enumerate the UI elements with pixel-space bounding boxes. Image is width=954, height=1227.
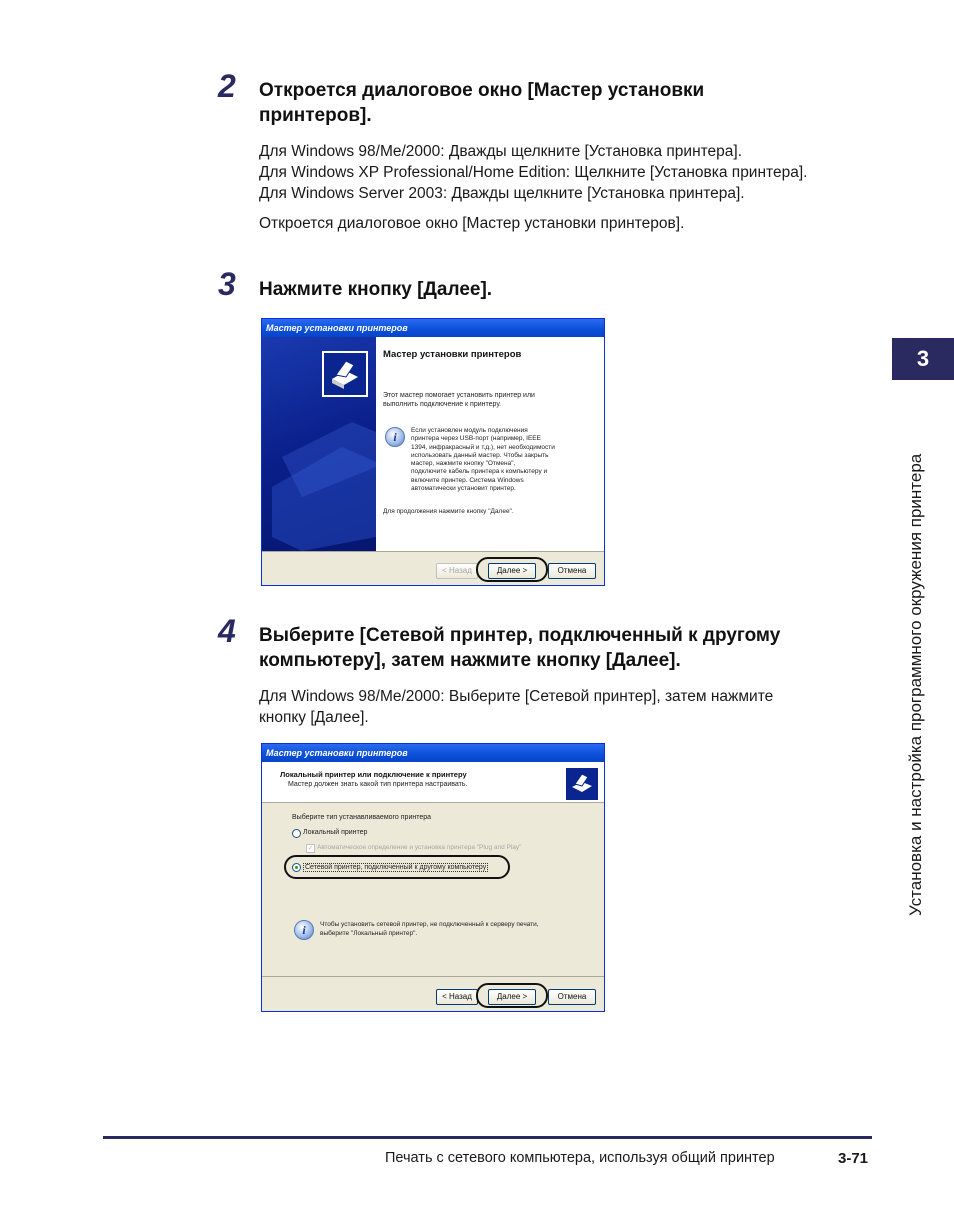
wizard-heading: Мастер установки принтеров bbox=[383, 349, 522, 360]
footer-section-title: Печать с сетевого компьютера, используя общий принтер bbox=[385, 1150, 775, 1166]
instruction-line: Для Windows 98/Me/2000: Дважды щелкните [Установка принтера]. bbox=[259, 143, 743, 160]
printer-type-prompt: Выберите тип устанавливаемого принтера bbox=[292, 814, 432, 821]
chapter-side-title: Установка и настройка программного окружения принтера bbox=[906, 453, 925, 916]
info-line: Если установлен модуль подключения bbox=[411, 427, 528, 434]
step-number-3: 3 bbox=[218, 266, 236, 302]
autodetect-label: Автоматическое определение и установка принтера "Plug and Play" bbox=[317, 844, 522, 851]
info-line: Чтобы установить сетевой принтер, не подключенный к серверу печати, bbox=[320, 921, 539, 928]
step-4-title-line-1: Выберите [Сетевой принтер, подключенный к другому bbox=[259, 625, 781, 646]
printer-icon bbox=[322, 351, 368, 397]
highlight-ring-next bbox=[476, 983, 548, 1008]
next-button[interactable]: Далее > bbox=[488, 989, 536, 1005]
back-button[interactable]: < Назад bbox=[436, 989, 478, 1005]
wizard-header bbox=[262, 762, 604, 802]
step-4-title bbox=[259, 623, 859, 673]
wizard-side-banner bbox=[262, 337, 376, 551]
step-2-instructions bbox=[259, 141, 899, 204]
wizard-content-panel bbox=[376, 337, 604, 551]
wizard-header-title: Локальный принтер или подключение к принтеру bbox=[280, 770, 467, 779]
printer-icon bbox=[566, 768, 598, 800]
step-number-2: 2 bbox=[218, 68, 236, 104]
instruction-line: Для Windows XP Professional/Home Edition: Щелкните [Установка принтера]. bbox=[259, 164, 808, 181]
info-line: мастер, нажмите кнопку "Отмена", bbox=[411, 460, 516, 468]
step-2-title bbox=[259, 78, 859, 128]
dialog-title-bar: Мастер установки принтеров bbox=[262, 319, 604, 337]
instruction-line: кнопку [Далее]. bbox=[259, 709, 369, 726]
next-button[interactable]: Далее > bbox=[488, 563, 536, 579]
chapter-tab: 3 bbox=[892, 338, 954, 380]
cancel-button[interactable]: Отмена bbox=[548, 989, 596, 1005]
wizard-continue-text: Для продолжения нажмите кнопку "Далее". bbox=[383, 508, 514, 515]
info-icon: i bbox=[385, 427, 405, 447]
dialog-title-bar: Мастер установки принтеров bbox=[262, 744, 604, 762]
local-printer-label[interactable]: Локальный принтер bbox=[303, 829, 368, 836]
info-line: использовать данный мастер. Чтобы закрыть bbox=[411, 451, 549, 459]
info-line: принтера через USB-порт (например, IEEE bbox=[411, 435, 541, 443]
back-button[interactable]: < Назад bbox=[436, 563, 478, 579]
info-line: 1394, инфракрасный и т.д.), нет необходимости bbox=[411, 443, 555, 451]
autodetect-checkbox[interactable]: ✓ bbox=[307, 845, 314, 852]
footer-rule bbox=[103, 1136, 872, 1139]
cancel-button[interactable]: Отмена bbox=[548, 563, 596, 579]
page-number: 3-71 bbox=[838, 1150, 869, 1167]
instruction-line: Для Windows 98/Me/2000: Выберите [Сетевой принтер], затем нажмите bbox=[259, 688, 774, 705]
step-3-title: Нажмите кнопку [Далее]. bbox=[259, 279, 493, 300]
dialog-divider bbox=[262, 551, 604, 552]
wizard-info-text bbox=[411, 427, 596, 493]
info-line: автоматически установит принтер. bbox=[411, 485, 516, 493]
dialog-divider bbox=[262, 976, 604, 977]
network-info-text bbox=[320, 920, 590, 938]
highlight-ring-network bbox=[284, 855, 510, 879]
instruction-line: Для Windows Server 2003: Дважды щелкните [Установка принтера]. bbox=[259, 185, 745, 202]
info-line: включите принтер. Система Windows bbox=[411, 476, 524, 484]
info-icon: i bbox=[294, 920, 314, 940]
step-2-title-line-1: Откроется диалоговое окно [Мастер установки bbox=[259, 80, 705, 101]
network-printer-label[interactable]: Сетевой принтер, подключенный к другому компьютеру bbox=[305, 864, 487, 871]
add-printer-wizard-welcome-dialog bbox=[261, 318, 605, 586]
wizard-header-subtitle: Мастер должен знать какой тип принтера настраивать. bbox=[288, 781, 468, 788]
step-2-title-line-2: принтеров]. bbox=[259, 105, 372, 126]
wizard-intro-text: Этот мастер помогает установить принтер или выполнить подключение к принтеру. bbox=[383, 392, 535, 408]
highlight-ring-next bbox=[476, 557, 548, 582]
info-line: подключите кабель принтера к компьютеру и bbox=[411, 468, 548, 476]
step-4-title-line-2: компьютеру], затем нажмите кнопку [Далее]. bbox=[259, 650, 681, 671]
header-divider bbox=[262, 802, 604, 803]
local-printer-radio[interactable] bbox=[292, 829, 301, 838]
info-line: выберите "Локальный принтер". bbox=[320, 930, 418, 937]
step-number-4: 4 bbox=[218, 613, 236, 649]
add-printer-wizard-type-dialog bbox=[261, 743, 605, 1012]
step-2-result: Откроется диалоговое окно [Мастер установки принтеров]. bbox=[259, 215, 685, 232]
step-4-instructions bbox=[259, 686, 899, 728]
